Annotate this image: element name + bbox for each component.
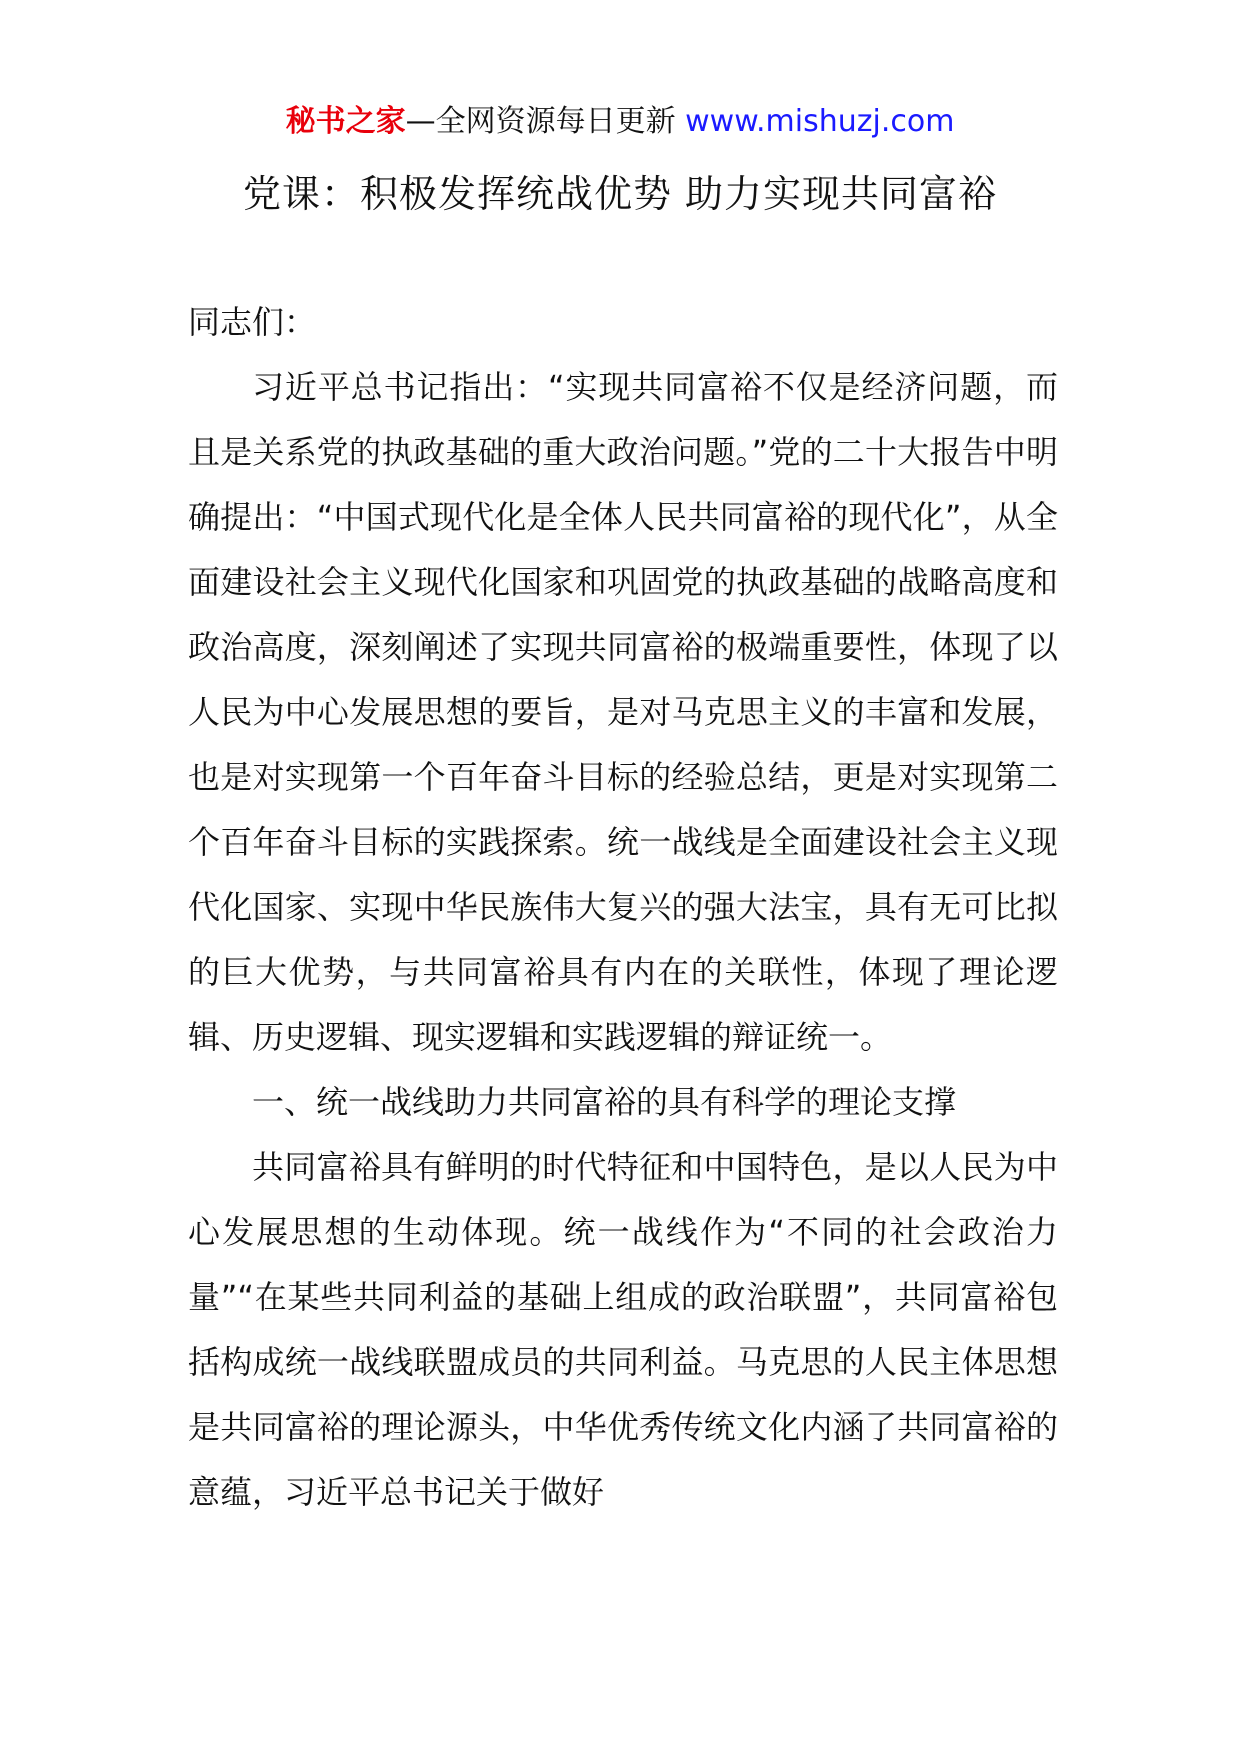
site-url-link[interactable]: www.mishuzj.com	[685, 104, 955, 139]
document-title: 党课：积极发挥统战优势 助力实现共同富裕	[242, 172, 998, 216]
site-brand: 秘书之家	[285, 104, 406, 139]
section-heading: 一、统一战线助力共同富裕的具有科学的理论支撑	[252, 1083, 957, 1121]
document-body	[188, 290, 1058, 1525]
salutation: 同志们：	[188, 303, 317, 341]
intro-paragraph: 习近平总书记指出：“实现共同富裕不仅是经济问题，而且是关系党的执政基础的重大政治问题。”党的二十大报告中明确提出：“中国式现代化是全体人民共同富裕的现代化”，从全面建设社会主义现代化国家和巩固党的执政基础的战略高度和政治高度，深刻阐述了实现共同富裕的极端重要性，体现了以人民为中心发展思想的要旨，是对马克思主义的丰富和发展，也是对实现第一个百年奋斗目标的经验总结，更是对实现第二个百年奋斗目标的实践探索。统一战线是全面建设社会主义现代化国家、实现中华民族伟大复兴的强大法宝，具有无可比拟的巨大优势，与共同富裕具有内在的关联性，体现了理论逻辑、历史逻辑、现实逻辑和实践逻辑的辩证统一。	[188, 368, 1058, 1056]
section-paragraph: 共同富裕具有鲜明的时代特征和中国特色，是以人民为中心发展思想的生动体现。统一战线作为“不同的社会政治力量”“在某些共同利益的基础上组成的政治联盟”，共同富裕包括构成统一战线联盟成员的共同利益。马克思的人民主体思想是共同富裕的理论源头，中华优秀传统文化内涵了共同富裕的意蕴，习近平总书记关于做好	[188, 1148, 1058, 1511]
site-slogan: —全网资源每日更新	[405, 104, 676, 139]
site-header	[0, 100, 1240, 144]
